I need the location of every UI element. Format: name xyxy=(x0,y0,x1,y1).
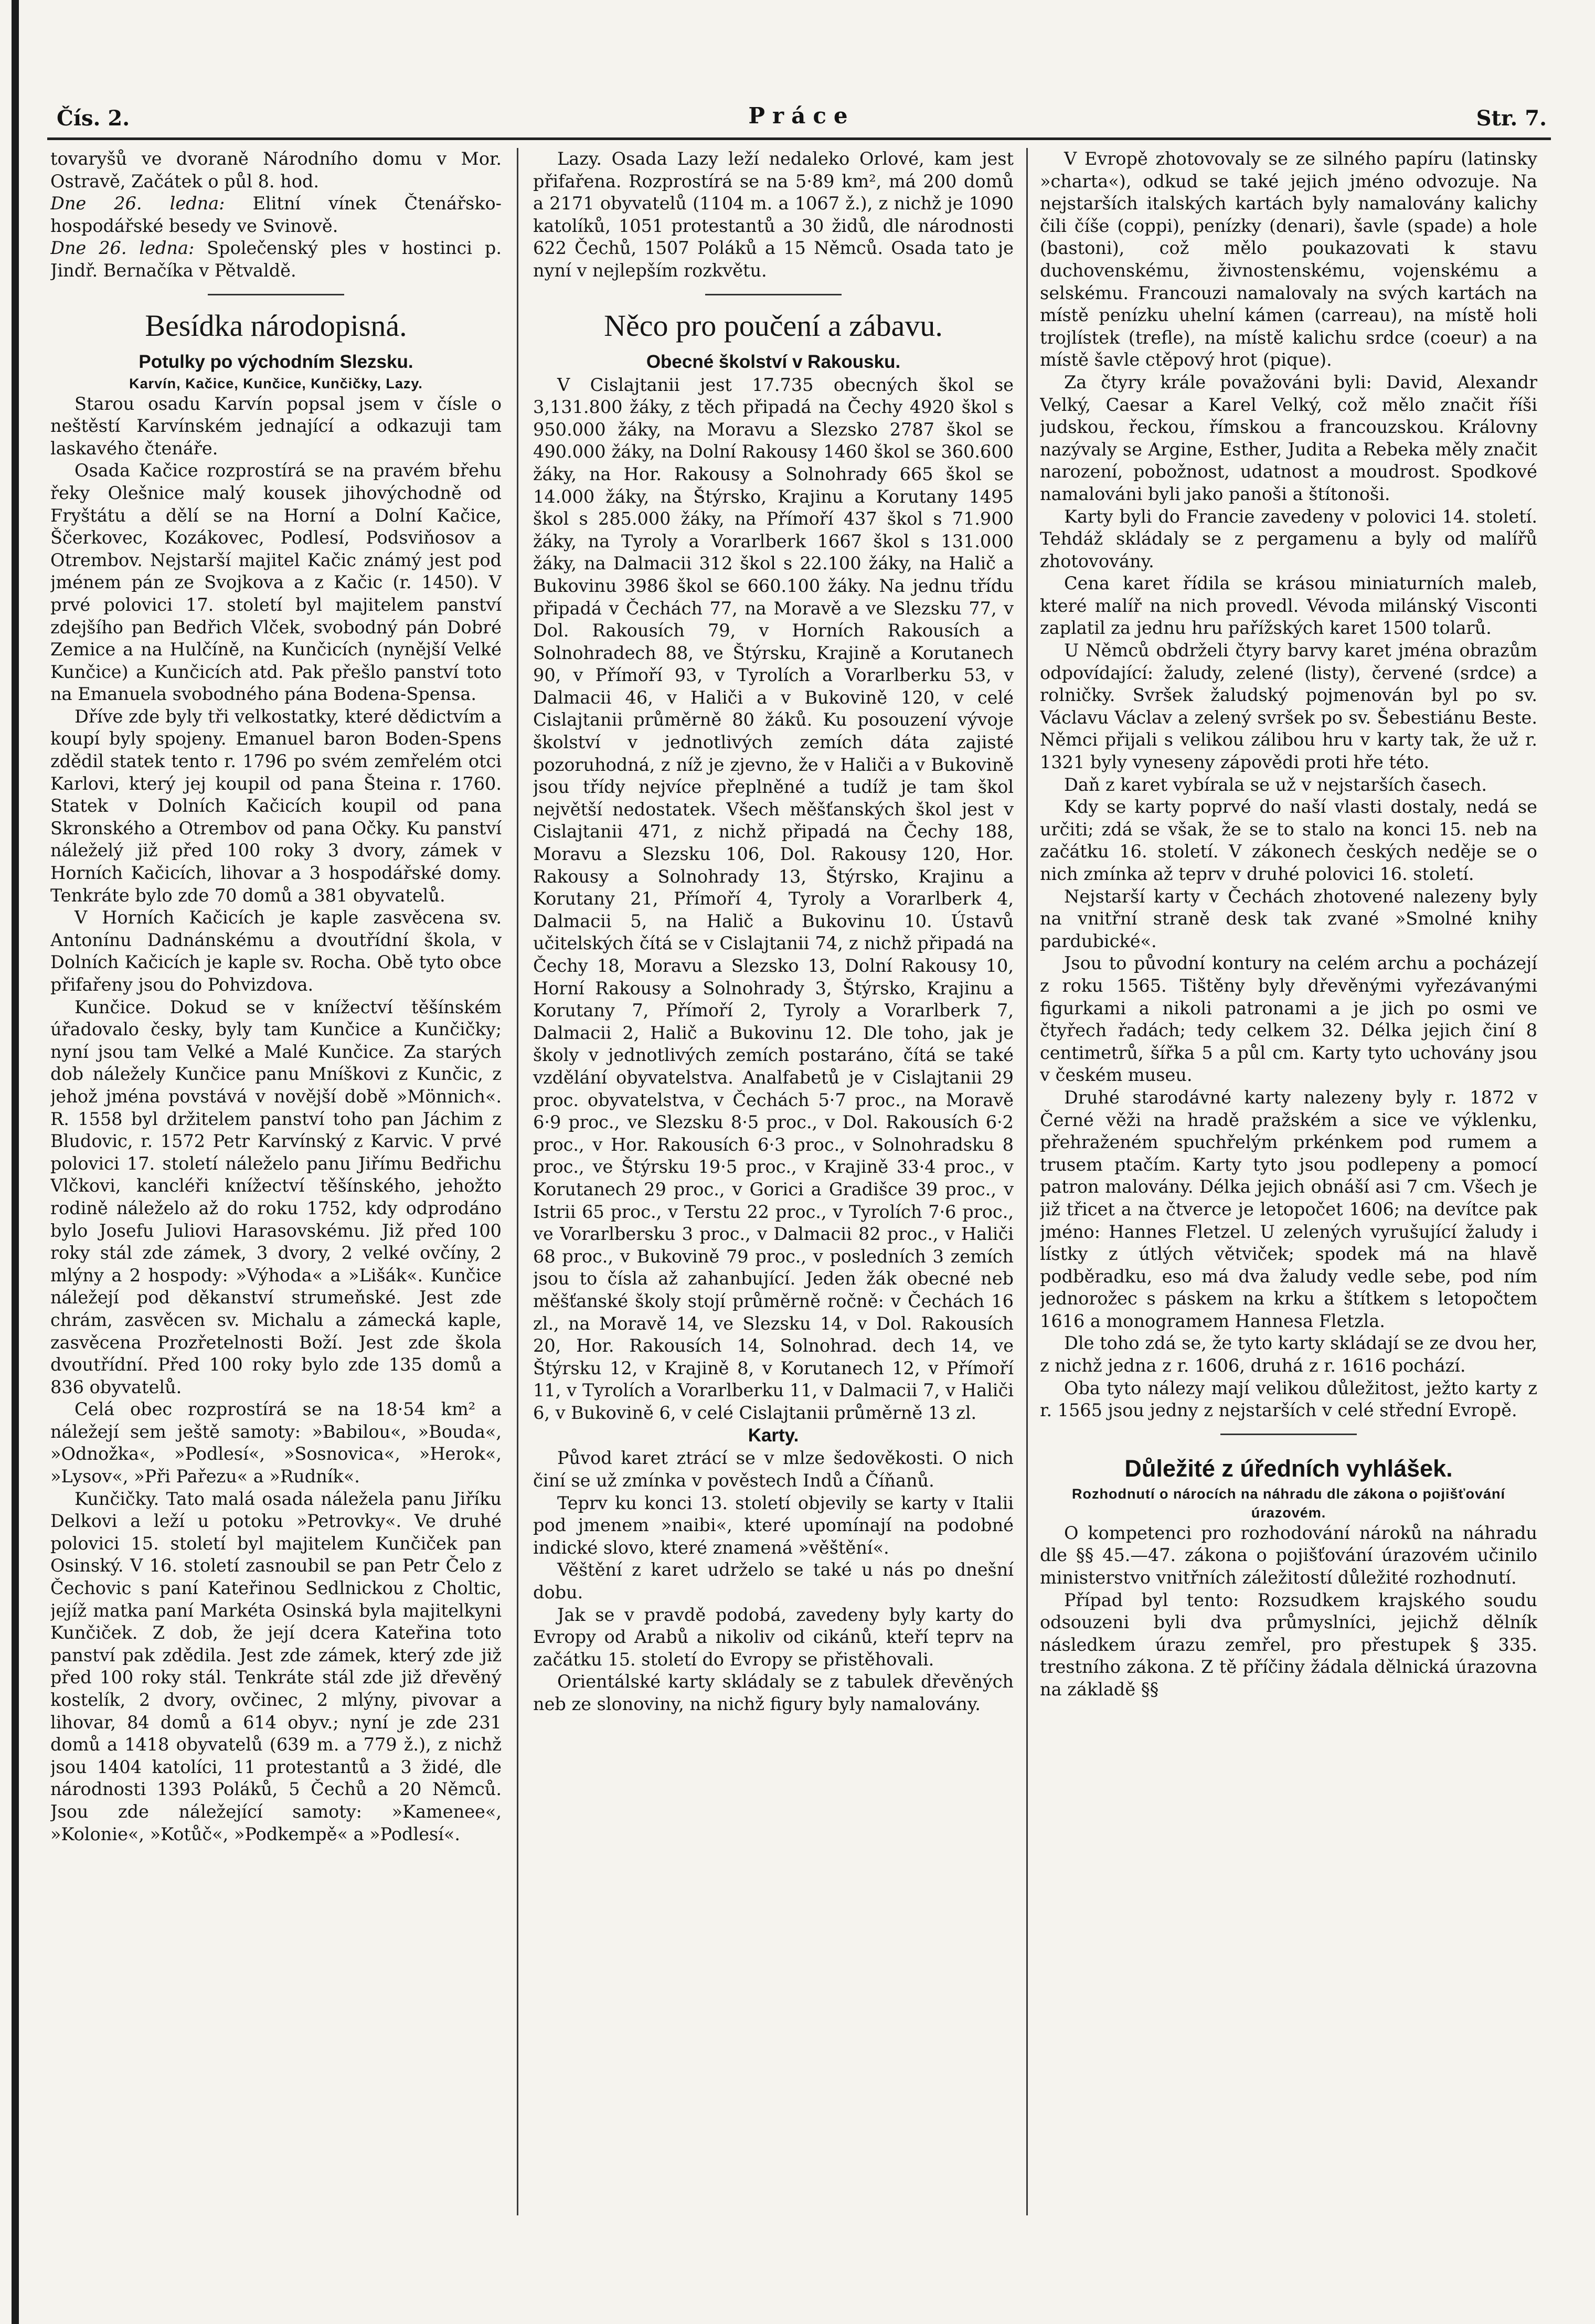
section-subheading: Obecné školství v Rakousku. xyxy=(646,351,901,372)
section-subheading: Rozhodnutí o nárocích na náhradu dle zákona o pojišťování úrazovém. xyxy=(1072,1485,1505,1521)
separator xyxy=(1220,1434,1357,1435)
column-2 xyxy=(533,148,1014,2299)
subsection-heading: Karty. xyxy=(748,1425,799,1446)
paragraph: O kompetenci pro rozhodování nároků na náhradu dle §§ 45.—47. zákona o pojišťování úrazovém učinilo ministerstvo vnitřních záležitostí důležité rozhodnutí. xyxy=(1040,1522,1537,1588)
section-subheading: Potulky po východním Slezsku. xyxy=(139,351,413,372)
paragraph: Kdy se karty poprvé do naší vlasti dostaly, nedá se určiti; zdá se však, že se to stalo na konci 15. neb na začátku 16. století. V zákonech českých neděje se o nich zmínka až teprv v druhé polovici 16. století. xyxy=(1040,797,1537,884)
header-rule xyxy=(47,137,1551,140)
paragraph: Původ karet ztrácí se v mlze šedověkosti. O nich činí se už zmínka v pověstech Indů a Číňanů. xyxy=(533,1448,1014,1491)
paragraph: Starou osadu Karvín popsal jsem v čísle o neštěstí Karvínském jednající a odkazuji tam laskavého čtenáře. xyxy=(50,393,502,459)
paragraph: Daň z karet vybírala se už v nejstarších časech. xyxy=(1064,774,1487,795)
event-text: Společenský ples v hostinci p. Jindř. Bernačíka v Pětvaldě. xyxy=(50,238,502,281)
event-text: Elitní vínek Čtenářsko-hospodářské besedy ve Svinově. xyxy=(50,193,502,236)
column-divider xyxy=(1026,148,1028,2215)
paragraph: Osada Kačice rozprostírá se na pravém břehu řeky Olešnice malý kousek jihovýchodně od Fryštátu a dělí se na Horní a Dolní Kačice, Ščerkovec, Kozákovec, Podlesí, Podsviňosov a Otrembov. Nejstarší majitel Kačic známý jest pod jménem pán ze Svojkova a z Kačic (r. 1450). V prvé polovici 17. století byl majitelem panství zdejšího pan Bedřich Vlček, svobodný pán Dobré Zemice a na Hulčíně, na Kunčicích (nynější Velké Kunčice) a Kunčicích atd. Pak přešlo panství toto na Emanuela svobodného pána Bodena-Spensa. xyxy=(50,460,502,705)
newspaper-title: Práce xyxy=(748,103,855,129)
paragraph: Dříve zde byly tři velkostatky, které dědictvím a koupí byly spojeny. Emanuel baron Boden-Spens zdědil statek tento r. 1796 po svém zemřelém otci Karlovi, který jej koupil od pana Šteina r. 1760. Statek v Dolních Kačicích koupil od pana Skronského a Otrembov od pana Očky. Ku panství náleželý již před 100 roky 3 dvory, zámek v Horních Kačicích, lihovar a 3 hospodářské domy. Tenkráte bylo zde 70 domů a 381 obyvatelů. xyxy=(50,706,502,906)
section-places: Karvín, Kačice, Kunčice, Kunčičky, Lazy. xyxy=(129,375,423,391)
paragraph: Cena karet řídila se krásou miniaturních maleb, které malíř na nich provedl. Vévoda milánský Visconti zaplatil za jednu hru pařížských karet 1500 tolarů. xyxy=(1040,573,1537,639)
paragraph: Oba tyto nálezy mají velikou důležitost, ježto karty z r. 1565 jsou jedny z nejstarších v celé střední Evropě. xyxy=(1040,1377,1537,1421)
paragraph: Orientálské karty skládaly se z tabulek dřevěných neb ze slonoviny, na nichž figury byly namalovány. xyxy=(533,1671,1014,1714)
paragraph: Případ byl tento: Rozsudkem krajského soudu odsouzeni byli dva průmyslníci, jejichž dělník následkem úrazu zemřel, pro přestupek § 335. trestního zákona. Z tě příčiny žádala dělnická úrazovna na základě §§ xyxy=(1040,1589,1537,1700)
paragraph: Kunčice. Dokud se v knížectví těšínském úřadovalo česky, byly tam Kunčice a Kunčičky; nyní jsou tam Velké a Malé Kunčice. Za starých dob náležely Kunčice panu Mníškovi z Kunčic, z jehož jména povstává v novější době »Mönnich«. R. 1558 byl držitelem panství toho pan Jáchim z Bludovic, r. 1572 Petr Karvínský z Karvic. V prvé polovici 17. století náleželo panu Jiřímu Bedřichu Vlčkovi, kancléři knížectví těšínského, jehožto rodině náleželo až do roku 1752, kdy odprodáno bylo Josefu Juliovi Harasovskému. Již před 100 roky stál zde zámek, 3 dvory, 2 velké ovčíny, 2 mlýny a 2 hospody: »Výhoda« a »Lišák«. Kunčice náležejí pod děkanství strumeňské. Jest zde chrám, zasvěcen sv. Michalu a zámecká kaple, zasvěcena Prozřetelnosti Boží. Jest zde škola dvoutřídní. Před 100 roky bylo zde 135 domů a 836 obyvatelů. xyxy=(50,996,502,1397)
paragraph: tovaryšů ve dvoraně Národního domu v Mor. Ostravě, Začátek o půl 8. hod. xyxy=(50,148,502,192)
event-listing xyxy=(50,193,502,237)
paragraph: Nejstarší karty v Čechách zhotovené nalezeny byly na vnitřní straně desk tak zvané »Smolné knihy pardubické«. xyxy=(1040,886,1537,951)
paragraph: U Němců obdrželi čtyry barvy karet jména obrazům odpovídající: žaludy, zelené (listy), červené (srdce) a rolničky. Svršek žaludský pojmenován byl po sv. Václavu Václav a zelený svršek po sv. Šebestiánu Beste. Němci přijali s velikou zálibou hru v karty tak, že už r. 1321 byly vyneseny zápovědi proti hře této. xyxy=(1040,640,1537,773)
paragraph: Věštění z karet udrželo se také u nás po dnešní dobu. xyxy=(533,1559,1014,1603)
paragraph: Celá obec rozprostírá se na 18·54 km² a náležejí sem ještě samoty: »Babilou«, »Bouda«, »Odnožka«, »Podlesí«, »Sosnovica«, »Herok«, »Lysov«, »Při Pařezu« a »Rudník«. xyxy=(50,1399,502,1487)
page-header xyxy=(57,103,1547,140)
paragraph: V Evropě zhotovovaly se ze silného papíru (latinsky »charta«), odkud se také jejich jméno odvozuje. Na nejstarších italských kartách byly namalovány kalichy čili číše (coppi), penízky (denari), šavle (spade) a hole (bastoni), což mělo poukazovati k stavu duchovenskému, živnostenskému, vojenskému a selskému. Francouzi namalovaly na svých kartách na místě penízku uhelní kámen (carreau), na místě holi trojlístek (trefle), na místě kalichu srdce (coeur) a na místě šavle ctěpový hrot (pique). xyxy=(1040,148,1537,370)
scan-edge xyxy=(12,0,19,2324)
issue-number: Čís. 2. xyxy=(57,106,130,131)
section-heading: Něco pro poučení a zábavu. xyxy=(604,308,943,343)
event-date: Dne 26. ledna: xyxy=(50,193,225,214)
separator xyxy=(705,294,842,295)
page-number: Str. 7. xyxy=(1476,106,1547,131)
paragraph: Lazy. Osada Lazy leží nedaleko Orlové, kam jest přifařena. Rozprostírá se na 5·89 km², má 200 domů a 2171 obyvatelů (1104 m. a 1067 ž.), z nichž je 1090 katolíků, 1051 protestantů a 30 židů, dle národnosti 622 Čechů, 1507 Poláků a 15 Němců. Osada tato je nyní v nejlepším rozkvětu. xyxy=(533,148,1014,281)
paragraph: Za čtyry krále považováni byli: David, Alexandr Velký, Caesar a Karel Velký, což mělo značit říši judskou, řeckou, římskou a francouzskou. Královny nazývaly se Argine, Esther, Judita a Rebeka měly značit narození, pobožnost, udatnost a moudrost. Spodkové namalováni byli jako panoši a štítonoši. xyxy=(1040,372,1537,504)
paragraph: Jak se v pravdě podobá, zavedeny byly karty do Evropy od Arabů a nikoliv od cikánů, kteří teprv na začátku 15. století do Evropy se přistěhovali. xyxy=(533,1604,1014,1670)
paragraph: Karty byli do Francie zavedeny v polovici 14. století. Tehdáž skládaly se z pergamenu a byly od malířů zhotovovány. xyxy=(1040,506,1537,571)
column-3 xyxy=(1040,148,1537,2299)
paragraph: V Horních Kačicích je kaple zasvěcena sv. Antonínu Dadnánskému a dvoutřídní škola, v Dolních Kačicích je kaple sv. Rocha. Obě tyto obce přifařeny jsou do Pohvizdova. xyxy=(50,907,502,995)
event-date: Dne 26. ledna: xyxy=(50,238,195,259)
paragraph: Dle toho zdá se, že tyto karty skládají se ze dvou her, z nichž jedna z r. 1606, druhá z r. 1616 pochází. xyxy=(1040,1333,1537,1376)
paragraph: V Cislajtanii jest 17.735 obecných škol se 3,131.800 žáky, z těch připadá na Čechy 4920 škol s 950.000 žáky, na Moravu a Slezsko 2787 škol se 490.000 žáky, na Dolní Rakousy 1460 škol se 360.600 žáky, na Hor. Rakousy a Solnohrady 665 škol se 14.000 žáky, na Štýrsko, Krajinu a Korutany 1495 škol s 285.000 žáky, na Přímoří 437 škol s 71.900 žáky, na Tyroly a Vorarlberk 1667 škol s 131.000 žáky, na Dalmacii 312 škol s 22.100 žáky, na Halič a Bukovinu 3986 škol se 660.100 žáky. Na jednu třídu připadá v Čechách 77, na Moravě a ve Slezsku 77, v Dol. Rakousích 79, v Horních Rakousích a Solnohradech 88, ve Štýrsku, Krajině a Korutanech 90, v Přímoří 93, v Tyrolích a Vorarlberku 53, v Dalmacii 46, v Haliči a v Bukovině 120, v celé Cislajtanii průměrně 80 žáků. Ku posouzení vývoje školství v jednotlivých zemích dáta zajisté pozoruhodná, z níž je zjevno, že v Haliči a v Bukovině jsou třídy nejvíce přeplněné a tudíž je tam škol největší nedostatek. Všech měšťanských škol jest v Cislajtanii 471, z nichž připadá na Čechy 188, Moravu a Slezsku 106, Dol. Rakousy 120, Hor. Rakousy a Solnohrady 13, Štýrsko, Krajinu a Korutany 21, Přímoří 4, Tyroly a Vorarlberk 4, Dalmacii 5, na Halič a Bukovinu 10. Ústavů učitelských čítá se v Cislajtanii 74, z nichž připadá na Čechy 18, Moravu a Slezsko 13, Dolní Rakousy 10, Horní Rakousy a Solnohrady 3, Štýrsko, Krajinu a Korutany 7, Přímoří 2, Tyroly a Vorarlberk 7, Dalmacii 2, Halič a Bukovinu 12. Dle toho, jak je školy v jednotlivých zemích postaráno, čítá se také vzdělání obyvatelstva. Analfabetů je v Cislajtanii 29 proc. obyvatelstva, v Čechách 5·7 proc., na Moravě 6·9 proc., ve Slezsku 8·5 proc., v Dol. Rakousích 6·2 proc., v Hor. Rakousích 6·3 proc., v Solnohradsku 8 proc., ve Štýrsku 19·5 proc., v Krajině 33·4 proc., v Korutanech 29 proc., v Gorici a Gradišce 39 proc., v Istrii 65 proc., v Terstu 22 proc., v Tyrolích 7·6 proc., ve Vorarlbersku 3 proc., v Dalmacii 82 proc., v Haliči 68 proc., v Bukovině 79 proc., v posledních 3 zemích jsou to čísla až zahanbující. Jeden žák obecné neb měšťanské školy stojí průměrně ročně: v Čechách 16 zl., na Moravě 14, ve Slezsku 14, v Dol. Rakousích 20, Hor. Rakousích 14, Solnohrad. dech 14, ve Štýrsku 12, v Krajině 8, v Korutanech 12, v Přímoří 11, v Tyrolích a Vorarlberku 11, v Dalmacii 7, v Haliči 6, v Bukovině 6, v celé Cislajtanii průměrně 13 zl. xyxy=(533,374,1014,1423)
paragraph: Jsou to původní kontury na celém archu a pocházejí z roku 1565. Tištěny byly dřevěnými vyřezávanými figurkami a nikoli patronami a je jich po osmi ve čtyřech řadách; tedy celkem 32. Délka jejich činí 8 centimetrů, šířka 5 a půl cm. Karty tyto uchovány jsou v českém museu. xyxy=(1040,953,1537,1086)
event-listing xyxy=(50,237,502,282)
section-heading: Důležité z úředních vyhlášek. xyxy=(1124,1455,1453,1482)
paragraph: Druhé starodávné karty nalezeny byly r. 1872 v Černé věži na hradě pražském a sice ve výklenku, přehraženém spuchřelým prkénkem pod rumem a trusem ptačím. Karty tyto jsou podlepeny a pomocí patron malovány. Délka jejich obnáší asi 7 cm. Všech je již třicet a na čtverce je letopočet 1606; na devítce pak jméno: Hannes Fletzel. U zelených vyrušující žaludy i lístky z útlých větviček; spodek má na hlavě podběradku, eso má dva žaludy vedle sebe, pod ním jednorožec s páskem na krku a štítkem s letopočtem 1616 a monogramem Hannesa Fletzla. xyxy=(1040,1087,1537,1331)
section-heading: Besídka národopisná. xyxy=(145,308,407,343)
paragraph: Kunčičky. Tato malá osada náležela panu Jiříku Delkovi a leží u potoku »Petrovky«. Ve druhé polovici 15. století byl majitelem Kunčiček pan Osinský. V 16. století zasnoubil se pan Petr Čelo z Čechovic s paní Kateřinou Sedlnickou z Choltic, jejíž matka paní Markéta Osinská byla majitelkyni Kunčiček. Z dob, že její dcera Kateřina toto panství pak zdědila. Jest zde zámek, který zde již před 100 roky stál. Tenkráte stál zde již dřevěný kostelík, 2 dvory, ovčinec, 2 mlýny, pivovar a lihovar, 84 domů a 614 obyv.; nyní je zde 231 domů a 1418 obyvatelů (639 m. a 779 ž.), z nichž jsou 1404 katolíci, 11 protestantů a 3 židé, dle národnosti 1393 Poláků, 5 Čechů a 20 Němců. Jsou zde náležející samoty: »Kamenee«, »Kolonie«, »Kotůč«, »Podkempě« a »Podlesí«. xyxy=(50,1488,502,1844)
separator xyxy=(208,294,344,295)
paragraph: Teprv ku konci 13. století objevily se karty v Italii pod jmenem »naibi«, které upomínají na podobné indické slovo, které znamená »věštění«. xyxy=(533,1492,1014,1558)
column-divider xyxy=(517,148,518,2215)
column-1 xyxy=(50,148,502,2299)
